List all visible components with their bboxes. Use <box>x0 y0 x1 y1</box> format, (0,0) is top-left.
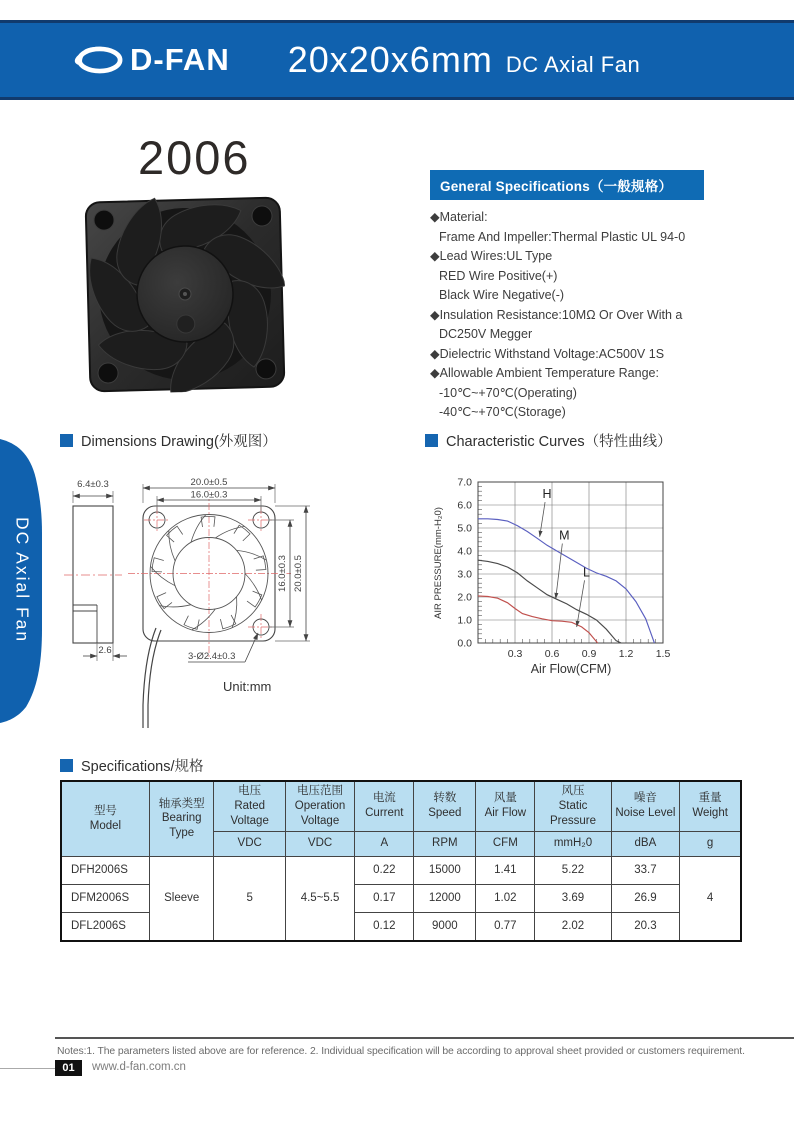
general-specifications-section <box>430 170 704 423</box>
th-model <box>61 781 149 856</box>
cell-noise: 26.9 <box>611 884 680 912</box>
website-link[interactable]: www.d-fan.com.cn <box>92 1061 186 1073</box>
x-tick-label: 0.3 <box>507 648 523 660</box>
cell-airflow: 0.77 <box>476 912 535 941</box>
product-size-title: 20x20x6mm <box>287 39 493 80</box>
th-speed: 转数 Speed <box>414 781 476 831</box>
unit-label: Unit:mm <box>223 679 272 694</box>
y-tick-label: 2.0 <box>457 591 472 604</box>
dim-side-width: 6.4±0.3 <box>77 479 109 490</box>
y-tick-label: 5.0 <box>457 522 472 535</box>
spec-line: ◆Allowable Ambient Temperature Range: <box>430 366 659 380</box>
th-rated-voltage: 电压 Rated Voltage <box>214 781 285 831</box>
cell-noise: 33.7 <box>611 856 680 884</box>
curve-M <box>478 560 621 643</box>
dimensions-section-header <box>60 430 277 451</box>
dimensions-section-title: Dimensions Drawing(外观图） <box>81 434 277 450</box>
specifications-section-title: Specifications/规格 <box>81 759 204 775</box>
cell-speed: 12000 <box>414 884 476 912</box>
unit-noise: dBA <box>611 831 680 856</box>
cell-speed: 15000 <box>414 856 476 884</box>
th-weight: 重量 Weight <box>680 781 741 831</box>
th-model-cn: 型号 <box>93 804 117 817</box>
impeller-blades-drawing <box>150 515 266 630</box>
brand-block <box>72 42 230 78</box>
footer-notes: Notes:1. The parameters listed above are for reference. 2. Individual specification will be according to approval sheet provided or customers requirement. <box>57 1046 745 1057</box>
cell-airflow: 1.02 <box>476 884 535 912</box>
dimensions-drawing <box>60 470 400 732</box>
th-bearing-en: Bearing Type <box>161 812 202 840</box>
x-tick-label: 0.6 <box>544 648 560 660</box>
product-subtitle: DC Axial Fan <box>505 52 641 77</box>
y-tick-label: 4.0 <box>457 545 472 558</box>
cell-pressure: 3.69 <box>535 884 611 912</box>
spec-line: Frame And Impeller:Thermal Plastic UL 94-0 <box>439 229 686 244</box>
chart-plot-area <box>457 477 670 661</box>
dim-outer-height: 20.0±0.5 <box>293 555 304 592</box>
cell-pressure: 5.22 <box>535 856 611 884</box>
spec-line: ◆Lead Wires:UL Type <box>430 249 553 263</box>
th-bearing <box>149 781 214 856</box>
side-tab-label: DC Axial Fan <box>12 516 33 644</box>
x-tick-label: 0.9 <box>581 648 597 660</box>
x-axis-label: Air Flow(CFM) <box>530 662 612 676</box>
th-operation-voltage: 电压范围 Operation Voltage <box>285 781 354 831</box>
page-number-badge: 01 <box>55 1060 82 1076</box>
x-tick-label: 1.5 <box>655 648 671 660</box>
y-tick-label: 6.0 <box>457 499 472 512</box>
y-tick-label: 1.0 <box>457 614 472 627</box>
cell-pressure: 2.02 <box>535 912 611 941</box>
section-bullet-square-icon <box>60 759 73 772</box>
dim-hole-pitch-h: 16.0±0.3 <box>190 489 228 501</box>
model-number-title: 2006 <box>138 131 251 184</box>
th-noise: 噪音 Noise Level <box>611 781 680 831</box>
y-tick-label: 3.0 <box>457 568 472 581</box>
specifications-table <box>60 780 742 942</box>
cell-noise: 20.3 <box>611 912 680 941</box>
header-titles <box>288 39 640 81</box>
unit-operation-voltage: VDC <box>285 831 354 856</box>
general-specs-list <box>430 208 704 423</box>
spec-line: RED Wire Positive(+) <box>439 268 558 283</box>
th-airflow: 风量 Air Flow <box>476 781 535 831</box>
unit-current: A <box>355 831 414 856</box>
th-current: 电流 Current <box>355 781 414 831</box>
general-specs-banner: General Specifications（一般规格） <box>430 170 704 200</box>
spec-line: ◆Material: <box>430 210 488 224</box>
spec-line: -10℃~+70℃(Operating) <box>439 385 577 400</box>
curve-label-L: L <box>583 565 591 580</box>
cell-rated-voltage: 5 <box>214 856 285 941</box>
footer-divider <box>55 1037 794 1039</box>
spec-line: Black Wire Negative(-) <box>439 288 565 302</box>
characteristic-curves-chart <box>425 470 725 700</box>
unit-pressure: mmH₂0 <box>535 831 611 856</box>
product-photo <box>82 193 287 394</box>
x-tick-label: 1.2 <box>618 648 634 660</box>
section-bullet-square-icon <box>60 434 73 447</box>
cell-current: 0.22 <box>355 856 414 884</box>
spec-line: -40℃~+70℃(Storage) <box>439 405 566 419</box>
unit-speed: RPM <box>414 831 476 856</box>
cell-operation-voltage: 4.5~5.5 <box>285 856 354 941</box>
dim-outer-width: 20.0±0.5 <box>190 477 228 488</box>
cell-weight: 4 <box>680 856 741 941</box>
section-bullet-square-icon <box>425 434 438 447</box>
unit-weight: g <box>680 831 741 856</box>
th-model-en: Model <box>89 819 122 832</box>
curves-section-header <box>425 430 672 451</box>
dim-hole-pitch-v: 16.0±0.3 <box>277 555 288 592</box>
spec-line: DC250V Megger <box>439 327 533 341</box>
cell-bearing: Sleeve <box>149 856 214 941</box>
y-tick-label: 7.0 <box>457 476 472 489</box>
cell-speed: 9000 <box>414 912 476 941</box>
cell-current: 0.17 <box>355 884 414 912</box>
curve-label-H: H <box>542 487 552 502</box>
dim-holes: 3-Ø2.4±0.3 <box>188 651 236 662</box>
page-number-rule <box>0 1068 55 1069</box>
spec-line: ◆Dielectric Withstand Voltage:AC500V 1S <box>430 346 665 361</box>
dim-step: 2.6 <box>98 645 112 656</box>
cell-model: DFH2006S <box>61 856 149 884</box>
header-band <box>0 20 794 100</box>
unit-airflow: CFM <box>476 831 535 856</box>
brand-name: D-FAN <box>130 42 230 77</box>
curves-section-title: Characteristic Curves（特性曲线） <box>446 434 672 450</box>
brand-logo-swoosh-icon <box>72 43 124 77</box>
spec-line: ◆Insulation Resistance:10MΩ Or Over With a <box>430 307 683 322</box>
th-bearing-cn: 轴承类型 <box>158 797 205 810</box>
cell-model: DFL2006S <box>61 912 149 941</box>
table-row <box>61 856 741 884</box>
curve-L <box>478 596 598 643</box>
cell-current: 0.12 <box>355 912 414 941</box>
cell-airflow: 1.41 <box>476 856 535 884</box>
y-axis-label: AIR PRESSURE(mm-H₂0) <box>433 507 444 619</box>
cell-model: DFM2006S <box>61 884 149 912</box>
unit-rated-voltage: VDC <box>214 831 285 856</box>
y-tick-label: 0.0 <box>457 637 472 650</box>
curve-label-M: M <box>559 528 570 543</box>
specifications-section-header <box>60 755 204 776</box>
th-pressure: 风压 Static Pressure <box>535 781 611 831</box>
